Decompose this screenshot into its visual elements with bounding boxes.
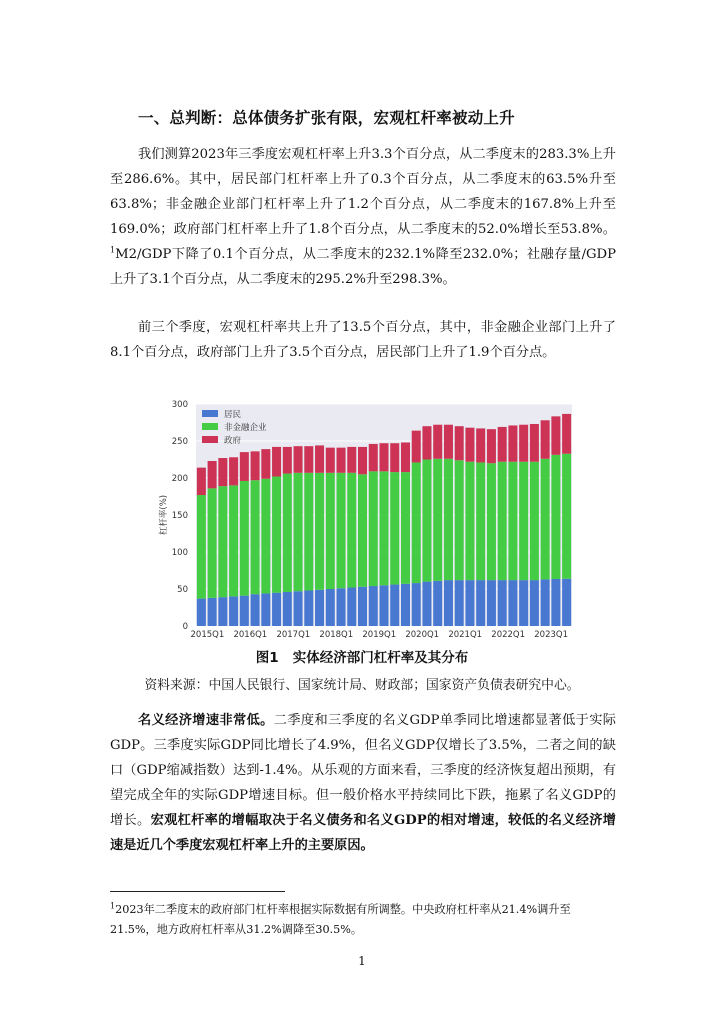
- bar-segment: [294, 591, 303, 626]
- y-tick-label: 300: [171, 400, 188, 410]
- figure-number: 图1: [255, 650, 279, 666]
- bar-segment: [379, 471, 388, 585]
- bar-segment: [379, 585, 388, 626]
- bar-segment: [337, 448, 346, 473]
- leverage-chart-svg: [156, 398, 576, 642]
- section-heading: 一、总判断：总体债务扩张有限，宏观杠杆率被动上升: [138, 109, 515, 127]
- bar-segment: [218, 458, 227, 486]
- bar-segment: [530, 424, 539, 462]
- bar-segment: [197, 495, 206, 599]
- bar-segment: [369, 444, 378, 471]
- paragraph-bold-lead: 名义经济增速非常低。: [138, 713, 274, 728]
- bar-segment: [347, 447, 356, 473]
- bar-segment: [304, 473, 313, 591]
- leverage-chart: [156, 398, 576, 642]
- bar-segment: [551, 579, 560, 626]
- bar-segment: [251, 594, 260, 626]
- bar-segment: [337, 473, 346, 588]
- legend-swatch: [202, 410, 218, 417]
- bar-segment: [294, 473, 303, 591]
- bar-segment: [401, 442, 410, 472]
- paragraph-three-quarters: 前三个季度，宏观杠杆率共上升了13.5个百分点，其中，非金融企业部门上升了8.1个百分点，政府部门上升了3.5个百分点，居民部门上升了1.9个百分点。: [110, 320, 616, 360]
- bar-segment: [465, 462, 474, 580]
- bar-segment: [326, 589, 335, 626]
- bar-segment: [240, 596, 249, 626]
- legend-label: 政府: [224, 436, 242, 446]
- footnote-text: 2023年二季度末的政府部门杠杆率根据实际数据有所调整。中央政府杠杆率从21.4%调升至21.5%，地方政府杠杆率从31.2%调降至30.5%。: [110, 903, 571, 936]
- bar-segment: [283, 447, 292, 474]
- paragraph-bold-tail: 宏观杠杆率的增幅取决于名义债务和名义GDP的相对增速，较低的名义经济增速是近几个季度宏观杠杆率上升的主要原因。: [110, 813, 616, 853]
- bar-segment: [455, 460, 464, 580]
- bar-segment: [519, 462, 528, 580]
- footnote-marker: 1: [110, 901, 116, 911]
- bar-segment: [433, 581, 442, 626]
- bar-segment: [530, 462, 539, 580]
- bar-segment: [541, 459, 550, 580]
- footnote-ref[interactable]: 1: [110, 245, 116, 255]
- bar-segment: [272, 593, 281, 626]
- bar-segment: [283, 592, 292, 626]
- bar-segment: [401, 472, 410, 584]
- bar-segment: [197, 468, 206, 495]
- bar-segment: [498, 462, 507, 580]
- bar-segment: [347, 473, 356, 588]
- bar-segment: [358, 474, 367, 586]
- bar-segment: [412, 462, 421, 583]
- bar-segment: [541, 420, 550, 458]
- footnote-divider: [110, 891, 285, 892]
- x-tick-label: 2019Q1: [362, 630, 397, 640]
- bar-segment: [433, 425, 442, 459]
- bar-segment: [508, 580, 517, 626]
- x-tick-label: 2020Q1: [405, 630, 440, 640]
- bar-segment: [422, 426, 431, 459]
- figure-caption: [0, 646, 724, 666]
- x-tick-label: 2016Q1: [233, 630, 268, 640]
- bar-segment: [240, 481, 249, 596]
- bar-segment: [251, 451, 260, 480]
- bar-segment: [465, 428, 474, 462]
- bar-segment: [315, 445, 324, 472]
- bar-segment: [498, 580, 507, 626]
- bar-segment: [422, 582, 431, 626]
- bar-segment: [530, 580, 539, 626]
- bar-segment: [208, 598, 217, 626]
- paragraph-leverage-summary: [110, 142, 616, 292]
- bar-segment: [369, 586, 378, 626]
- x-tick-label: 2015Q1: [190, 630, 225, 640]
- bar-segment: [304, 446, 313, 473]
- bar-segment: [412, 431, 421, 463]
- bar-segment: [208, 488, 217, 598]
- bar-segment: [562, 579, 571, 626]
- bar-segment: [487, 580, 496, 626]
- bar-segment: [218, 486, 227, 597]
- bar-segment: [390, 585, 399, 626]
- bar-segment: [208, 461, 217, 488]
- bar-segment: [326, 448, 335, 473]
- bar-segment: [261, 479, 270, 594]
- figure-title: 实体经济部门杠杆率及其分布: [292, 650, 469, 666]
- bar-segment: [562, 414, 571, 454]
- bar-segment: [519, 580, 528, 626]
- bar-segment: [347, 588, 356, 626]
- paragraph-leverage-text-after: M2/GDP下降了0.1个百分点，从二季度末的232.1%降至232.0%；社融存量/GDP上升了3.1个百分点，从二季度末的295.2%升至298.3%。: [110, 247, 616, 287]
- y-tick-label: 250: [171, 437, 188, 447]
- legend-label: 居民: [224, 410, 242, 420]
- y-tick-label: 100: [171, 548, 188, 558]
- bar-segment: [455, 580, 464, 626]
- bar-segment: [487, 429, 496, 463]
- bar-segment: [476, 428, 485, 462]
- bar-segment: [562, 454, 571, 579]
- bar-segment: [508, 462, 517, 580]
- bar-segment: [455, 426, 464, 460]
- bar-segment: [465, 580, 474, 626]
- bar-segment: [240, 452, 249, 481]
- bar-segment: [229, 596, 238, 626]
- y-tick-label: 0: [182, 622, 188, 632]
- bar-segment: [401, 584, 410, 626]
- bar-segment: [337, 588, 346, 626]
- bar-segment: [197, 599, 206, 626]
- paragraph-leverage-text: 我们测算2023年三季度宏观杠杆率上升3.3个百分点，从二季度末的283.3%上升至286.6%。其中，居民部门杠杆率上升了0.3个百分点，从二季度末的63.5%升至63.8%；非金融企业部门杠杆率上升了1.2个百分点，从二季度末的167.8%上升至169.0%；政府部门杠杆率上升了1.8个百分点，从二季度末的52.0%增长至53.8%。: [110, 147, 616, 237]
- bar-segment: [433, 459, 442, 581]
- x-tick-label: 2018Q1: [319, 630, 354, 640]
- bar-segment: [304, 590, 313, 626]
- legend-swatch: [202, 436, 218, 443]
- bar-segment: [315, 590, 324, 626]
- bar-segment: [487, 463, 496, 580]
- bar-segment: [272, 447, 281, 477]
- x-tick-label: 2021Q1: [448, 630, 483, 640]
- y-tick-label: 200: [171, 474, 188, 484]
- bar-segment: [369, 471, 378, 586]
- bar-segment: [358, 587, 367, 626]
- bar-segment: [251, 480, 260, 594]
- bar-segment: [444, 580, 453, 626]
- bar-segment: [476, 462, 485, 580]
- bar-segment: [379, 443, 388, 471]
- bar-segment: [229, 485, 238, 596]
- bar-segment: [261, 593, 270, 626]
- bar-segment: [294, 446, 303, 473]
- bar-segment: [412, 583, 421, 626]
- legend-swatch: [202, 423, 218, 430]
- bar-segment: [444, 459, 453, 580]
- bar-segment: [218, 597, 227, 626]
- bar-segment: [272, 477, 281, 593]
- bar-segment: [498, 427, 507, 462]
- figure-source: 资料来源：中国人民银行、国家统计局、财政部；国家资产负债表研究中心。: [144, 678, 580, 693]
- bar-segment: [508, 425, 517, 461]
- bar-segment: [283, 474, 292, 592]
- bar-segment: [551, 455, 560, 579]
- bar-segment: [422, 460, 431, 582]
- y-tick-label: 50: [177, 585, 188, 595]
- bar-segment: [541, 579, 550, 626]
- legend-label: 非金融企业: [224, 423, 267, 433]
- bar-segment: [358, 447, 367, 474]
- bar-segment: [390, 443, 399, 472]
- bar-segment: [551, 416, 560, 454]
- bar-segment: [229, 457, 238, 485]
- page-number: 1: [358, 954, 366, 968]
- paragraph-body: 二季度和三季度的名义GDP单季同比增速都显著低于实际GDP。三季度实际GDP同比增长了4.9%，但名义GDP仅增长了3.5%，二者之间的缺口（GDP缩减指数）达到-1.4%。从乐观的方面来看，三季度的经济恢复超出预期，有望完成全年的实际GDP增速目标。但一般价格水平持续同比下跌，拖累了名义GDP的增长。: [110, 713, 616, 828]
- paragraph-nominal-growth: [110, 708, 616, 858]
- y-axis-label: 杠杆率(%): [159, 494, 169, 536]
- bar-segment: [326, 473, 335, 589]
- bar-segment: [519, 425, 528, 462]
- bar-segment: [261, 449, 270, 479]
- x-tick-label: 2022Q1: [491, 630, 526, 640]
- bar-segment: [390, 472, 399, 584]
- bar-segment: [476, 580, 485, 626]
- x-tick-label: 2023Q1: [534, 630, 569, 640]
- footnote: [110, 900, 616, 940]
- bar-segment: [444, 425, 453, 459]
- bar-segment: [315, 473, 324, 590]
- x-tick-label: 2017Q1: [276, 630, 311, 640]
- y-tick-label: 150: [171, 511, 188, 521]
